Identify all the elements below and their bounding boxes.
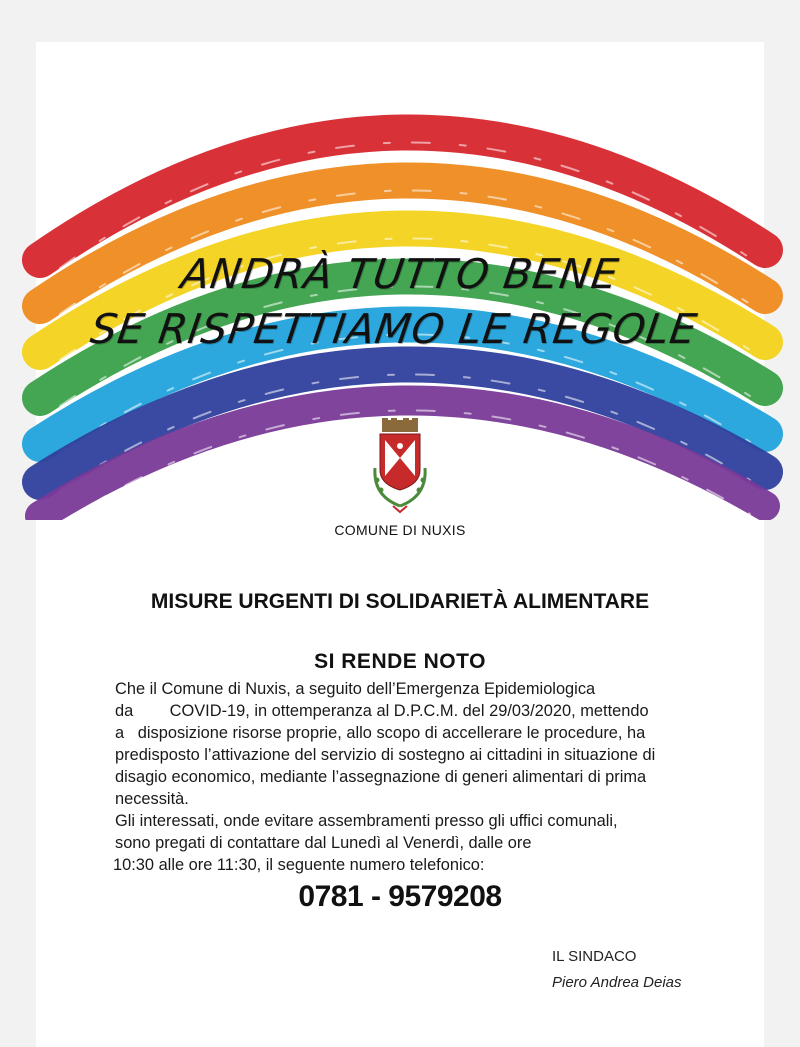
body-line: a disposizione risorse proprie, allo scopo di accellerare le procedure, ha (115, 724, 646, 742)
body-line: 10:30 alle ore 11:30, il seguente numero telefonico: (113, 856, 485, 874)
signature-name: Piero Andrea Deias (552, 974, 682, 991)
body-line: predisposto l’attivazione del servizio di sostegno ai cittadini in situazione di (115, 746, 656, 764)
headline: MISURE URGENTI DI SOLIDARIETÀ ALIMENTARE (150, 590, 650, 613)
subheading: SI RENDE NOTO (314, 650, 486, 673)
notice-body (115, 678, 715, 876)
body-line: Che il Comune di Nuxis, a seguito dell’Emergenza Epidemiologica (115, 680, 596, 698)
body-line: Gli interessati, onde evitare assembramenti presso gli uffici comunali, (115, 812, 618, 830)
signature-title: IL SINDACO (552, 948, 637, 965)
coat-of-arms-icon (365, 418, 435, 518)
municipality-name: COMUNE DI NUXIS (334, 522, 466, 538)
body-line: necessità. (115, 790, 189, 808)
phone-number: 0781 - 9579208 (298, 880, 502, 913)
body-line: da COVID-19, in ottemperanza al D.P.C.M. del 29/03/2020, mettendo (115, 702, 649, 720)
slogan-line-2: SE RISPETTIAMO LE REGOLE (87, 305, 701, 353)
body-line: disagio economico, mediante l’assegnazione di generi alimentari di prima (115, 768, 647, 786)
body-line: sono pregati di contattare dal Lunedì al Venerdì, dalle ore (115, 834, 532, 852)
slogan-line-1: ANDRÀ TUTTO BENE (178, 250, 622, 298)
